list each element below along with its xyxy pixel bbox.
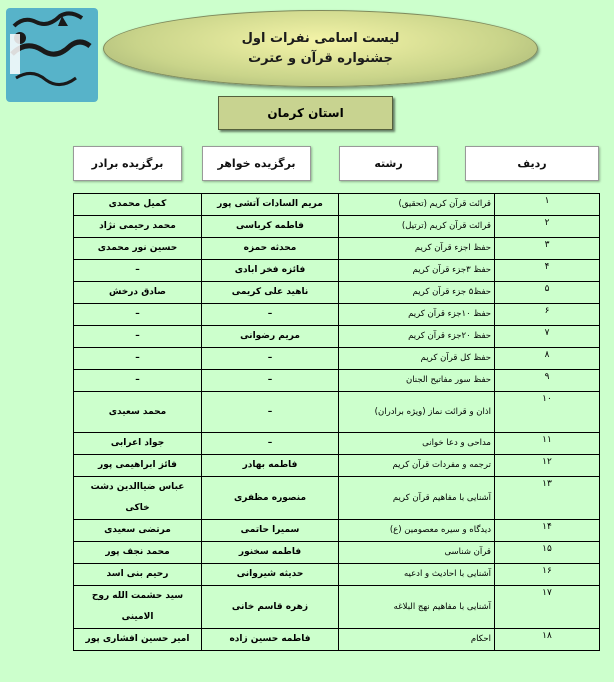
table-row bbox=[74, 282, 600, 304]
row-number-cell: ۱۲ bbox=[495, 455, 600, 477]
brother-cell: – bbox=[74, 304, 202, 326]
brother-cell: – bbox=[74, 260, 202, 282]
sister-cell: زهره قاسم خانی bbox=[202, 586, 339, 629]
field-cell: قرائت قرآن کریم (ترتیل) bbox=[339, 216, 495, 238]
sister-cell: فاطمه سخنور bbox=[202, 542, 339, 564]
table-row bbox=[74, 238, 600, 260]
field-cell: قرائت قرآن کریم (تحقیق) bbox=[339, 194, 495, 216]
sister-cell: حدیثه شیروانی bbox=[202, 564, 339, 586]
brother-cell: امیر حسین افشاری پور bbox=[74, 629, 202, 651]
brother-cell: – bbox=[74, 370, 202, 392]
brother-cell: رحیم بنی اسد bbox=[74, 564, 202, 586]
row-number-cell: ۱ bbox=[495, 194, 600, 216]
brother-cell: کمیل محمدی bbox=[74, 194, 202, 216]
table-row bbox=[74, 194, 600, 216]
field-cell: ترجمه و مفردات قرآن کریم bbox=[339, 455, 495, 477]
field-cell: آشنایی با مفاهیم قرآن کریم bbox=[339, 477, 495, 520]
sister-cell: مریم رضوانی bbox=[202, 326, 339, 348]
field-cell: دیدگاه و سیره معصومین (ع) bbox=[339, 520, 495, 542]
table-row bbox=[74, 542, 600, 564]
table-row bbox=[74, 629, 600, 651]
table-row bbox=[74, 370, 600, 392]
brother-cell: عباس ضیاالدین دشت خاکی bbox=[74, 477, 202, 520]
field-cell: حفظ۵ جزء قرآن کریم bbox=[339, 282, 495, 304]
header-brother: برگزیده برادر bbox=[73, 146, 182, 181]
row-number-cell: ۳ bbox=[495, 238, 600, 260]
row-number-cell: ۱۰ bbox=[495, 392, 600, 433]
table-row bbox=[74, 260, 600, 282]
field-cell: احکام bbox=[339, 629, 495, 651]
sister-cell: مریم السادات آتشی پور bbox=[202, 194, 339, 216]
row-number-cell: ۸ bbox=[495, 348, 600, 370]
brother-cell: محمد رحیمی نژاد bbox=[74, 216, 202, 238]
sister-cell: فاطمه کرباسی bbox=[202, 216, 339, 238]
winners-table-body bbox=[74, 194, 600, 651]
table-row bbox=[74, 433, 600, 455]
table-row bbox=[74, 326, 600, 348]
row-number-cell: ۱۸ bbox=[495, 629, 600, 651]
brother-cell: مرتضی سعیدی bbox=[74, 520, 202, 542]
field-cell: حفظ ۲۰جزء قرآن کریم bbox=[339, 326, 495, 348]
header-sister: برگزیده خواهر bbox=[202, 146, 311, 181]
table-row bbox=[74, 564, 600, 586]
sister-cell: منصوره مظفری bbox=[202, 477, 339, 520]
field-cell: حفظ سور مفاتیح الجنان bbox=[339, 370, 495, 392]
sister-cell: – bbox=[202, 433, 339, 455]
sister-cell: ناهید علی کریمی bbox=[202, 282, 339, 304]
row-number-cell: ۱۱ bbox=[495, 433, 600, 455]
brother-cell: جواد اعرابی bbox=[74, 433, 202, 455]
row-number-cell: ۵ bbox=[495, 282, 600, 304]
table-row bbox=[74, 392, 600, 433]
sister-cell: – bbox=[202, 304, 339, 326]
row-number-cell: ۱۷ bbox=[495, 586, 600, 629]
row-number-cell: ۲ bbox=[495, 216, 600, 238]
sister-cell: – bbox=[202, 370, 339, 392]
field-cell: اذان و قرائت نماز (ویژه برادران) bbox=[339, 392, 495, 433]
winners-table bbox=[73, 193, 600, 651]
sister-cell: – bbox=[202, 348, 339, 370]
field-cell: حفظ اجزء قرآن کریم bbox=[339, 238, 495, 260]
sister-cell: فائزه فخر ابادی bbox=[202, 260, 339, 282]
sister-cell: فاطمه بهادر bbox=[202, 455, 339, 477]
field-cell: حفظ ۱۰جزء قرآن کریم bbox=[339, 304, 495, 326]
title-line-1: لیست اسامی نفرات اول bbox=[241, 30, 400, 46]
sister-cell: فاطمه حسین زاده bbox=[202, 629, 339, 651]
province-label: استان کرمان bbox=[218, 96, 393, 130]
field-cell: حفظ ۳جزء قرآن کریم bbox=[339, 260, 495, 282]
title-line-2: جشنواره قرآن و عترت bbox=[248, 50, 393, 66]
logo-emblem-icon bbox=[6, 8, 98, 102]
sister-cell: سمیرا حاتمی bbox=[202, 520, 339, 542]
field-cell: قرآن شناسی bbox=[339, 542, 495, 564]
table-row bbox=[74, 586, 600, 629]
brother-cell: سید حشمت الله روح الامینی bbox=[74, 586, 202, 629]
brother-cell: فائز ابراهیمی پور bbox=[74, 455, 202, 477]
brother-cell: حسین نور محمدی bbox=[74, 238, 202, 260]
row-number-cell: ۶ bbox=[495, 304, 600, 326]
field-cell: آشنایی با احادیث و ادعیه bbox=[339, 564, 495, 586]
header-row: ردیف bbox=[465, 146, 599, 181]
sister-cell: محدثه حمزه bbox=[202, 238, 339, 260]
header-field: رشته bbox=[339, 146, 438, 181]
row-number-cell: ۴ bbox=[495, 260, 600, 282]
row-number-cell: ۱۵ bbox=[495, 542, 600, 564]
field-cell: آشنایی با مفاهیم نهج البلاغه bbox=[339, 586, 495, 629]
title-banner bbox=[103, 10, 538, 87]
row-number-cell: ۹ bbox=[495, 370, 600, 392]
brother-cell: – bbox=[74, 348, 202, 370]
table-row bbox=[74, 477, 600, 520]
field-cell: مداحی و دعا خوانی bbox=[339, 433, 495, 455]
table-row bbox=[74, 304, 600, 326]
table-row bbox=[74, 520, 600, 542]
row-number-cell: ۱۶ bbox=[495, 564, 600, 586]
brother-cell: محمد نجف پور bbox=[74, 542, 202, 564]
festival-logo bbox=[6, 8, 98, 102]
table-row bbox=[74, 455, 600, 477]
brother-cell: محمد سعیدی bbox=[74, 392, 202, 433]
row-number-cell: ۱۳ bbox=[495, 477, 600, 520]
table-row bbox=[74, 216, 600, 238]
row-number-cell: ۱۴ bbox=[495, 520, 600, 542]
sister-cell: – bbox=[202, 392, 339, 433]
brother-cell: – bbox=[74, 326, 202, 348]
brother-cell: صادق درخش bbox=[74, 282, 202, 304]
table-row bbox=[74, 348, 600, 370]
row-number-cell: ۷ bbox=[495, 326, 600, 348]
field-cell: حفظ کل قرآن کریم bbox=[339, 348, 495, 370]
